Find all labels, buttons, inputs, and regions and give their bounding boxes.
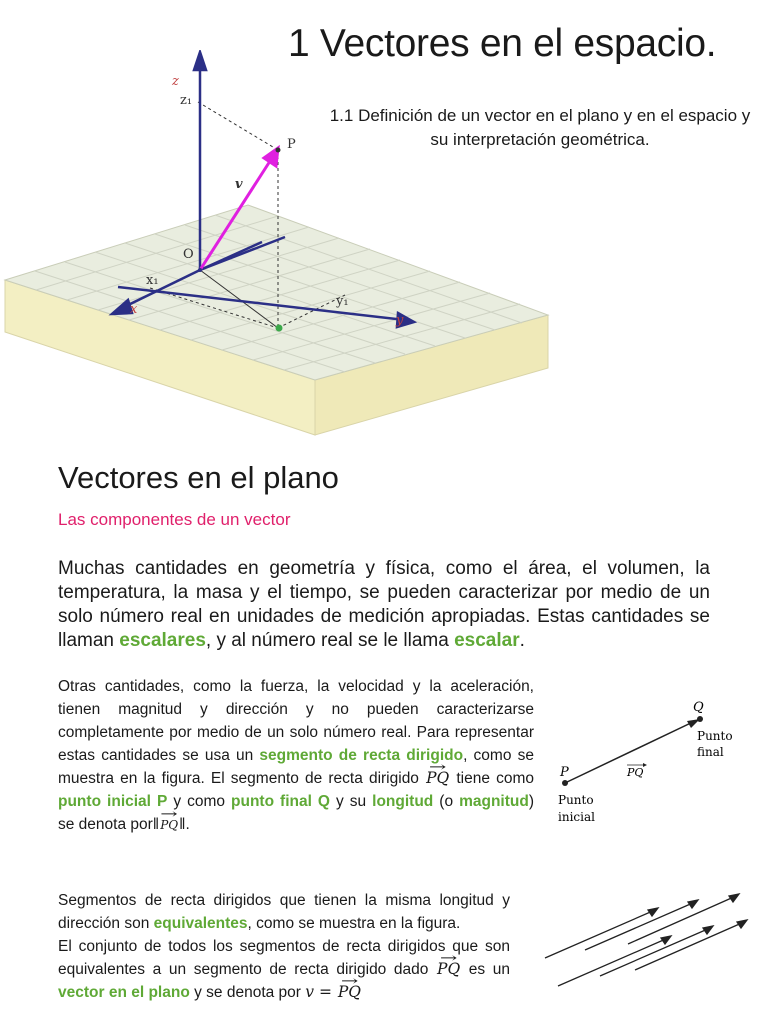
equation: v = xyxy=(305,983,337,1001)
highlight-punto-final: punto final Q xyxy=(231,793,330,810)
label-y: y xyxy=(396,313,404,328)
label-v: v xyxy=(235,177,243,192)
label-pq: PQ xyxy=(627,766,644,779)
text: . xyxy=(185,816,190,833)
equivalent-segments-figure xyxy=(540,888,750,993)
highlight-vector-plano: vector en el plano xyxy=(58,984,190,1001)
text: El conjunto de todos los segmentos de recta dirigidos que son equivalentes a un segmento de recta dirigido dado xyxy=(58,938,510,978)
highlight-punto-inicial: punto inicial P xyxy=(58,793,168,810)
label-x: x xyxy=(130,302,138,317)
label-final-1: Punto xyxy=(697,729,733,743)
point-q-dot xyxy=(697,716,703,722)
text: Segmentos de recta dirigidos que tienen la misma longitud y dirección son xyxy=(58,892,510,932)
vector-pq: → PQ xyxy=(425,767,450,790)
label-initial-2: inicial xyxy=(558,810,595,824)
vector-pq-eq: → PQ xyxy=(337,981,362,1004)
label-initial-1: Punto xyxy=(558,793,594,807)
label-y1: y₁ xyxy=(336,294,349,309)
section-heading: Vectores en el plano xyxy=(58,460,339,495)
label-o: O xyxy=(183,247,194,262)
text: y como xyxy=(167,793,232,810)
text: (o xyxy=(433,793,460,810)
highlight-equivalentes: equivalentes xyxy=(153,915,248,932)
label-z1: z₁ xyxy=(180,93,193,108)
page-subtitle: 1.1 Definición de un vector en el plano y en el espacio y su interpretación geométrica. xyxy=(329,106,751,149)
origin-point xyxy=(198,268,202,272)
equivalent-segment xyxy=(628,896,736,944)
text: tiene como xyxy=(450,770,534,787)
text: ) se denota por xyxy=(58,793,535,833)
vector-pq: → PQ xyxy=(436,958,461,981)
text: y se denota por xyxy=(189,984,306,1001)
highlight-escalares: escalares xyxy=(119,630,206,651)
label-p: P xyxy=(287,137,296,152)
norm-vector-pq: → PQ xyxy=(159,814,179,837)
label-x1: x₁ xyxy=(146,273,159,288)
label-z: z xyxy=(172,74,179,89)
label-q: Q xyxy=(693,700,704,715)
text: y su xyxy=(330,793,373,810)
highlight-longitud: longitud xyxy=(372,793,434,810)
label-p: P xyxy=(560,765,569,780)
text: , como se muestra en la figura. El segmento de recta dirigido xyxy=(58,747,534,787)
point-foot xyxy=(276,325,283,332)
point-p xyxy=(276,148,281,153)
label-final-2: final xyxy=(697,745,724,759)
norm-close: ‖ xyxy=(179,816,186,833)
section-subheading: Las componentes de un vector xyxy=(58,510,291,529)
paragraph-escalares xyxy=(58,557,710,653)
paragraph-equivalentes xyxy=(58,889,510,1004)
text: Muchas cantidades en geometría y física, como el área, el volumen, la temperatura, la masa y el tiempo, se pueden caracterizar por medio de un solo número real en unidades de medición apropiadas. Estas cantidades se llaman xyxy=(58,558,710,651)
text: es un xyxy=(461,961,510,978)
text: Otras cantidades, como la fuerza, la velocidad y la aceleración, tienen magnitud y dirección y no pueden caracterizarse completamente por medio de un solo número real. Para representar estas cantidades se usa un xyxy=(58,678,534,764)
vector-3d-figure xyxy=(0,50,560,450)
text: . xyxy=(519,630,525,651)
point-p-dot xyxy=(562,780,568,786)
equivalent-segment xyxy=(635,922,744,970)
text: , y al número real se le llama xyxy=(205,630,455,651)
directed-segment-figure xyxy=(545,690,755,840)
equivalent-segment xyxy=(585,902,695,950)
equivalent-segment xyxy=(600,928,710,976)
z-axis-arrowhead xyxy=(194,52,206,70)
highlight-segmento: segmento de recta dirigido xyxy=(259,747,464,764)
paragraph-segmento-dirigido xyxy=(58,675,534,837)
highlight-magnitud: magnitud xyxy=(459,793,529,810)
label-pq-overarrow xyxy=(643,763,647,767)
highlight-escalar: escalar xyxy=(454,630,520,651)
page-title: 1 Vectores en el espacio. xyxy=(288,22,717,65)
norm-open: ‖ xyxy=(152,816,160,833)
text: , como se muestra en la figura. xyxy=(247,915,461,932)
